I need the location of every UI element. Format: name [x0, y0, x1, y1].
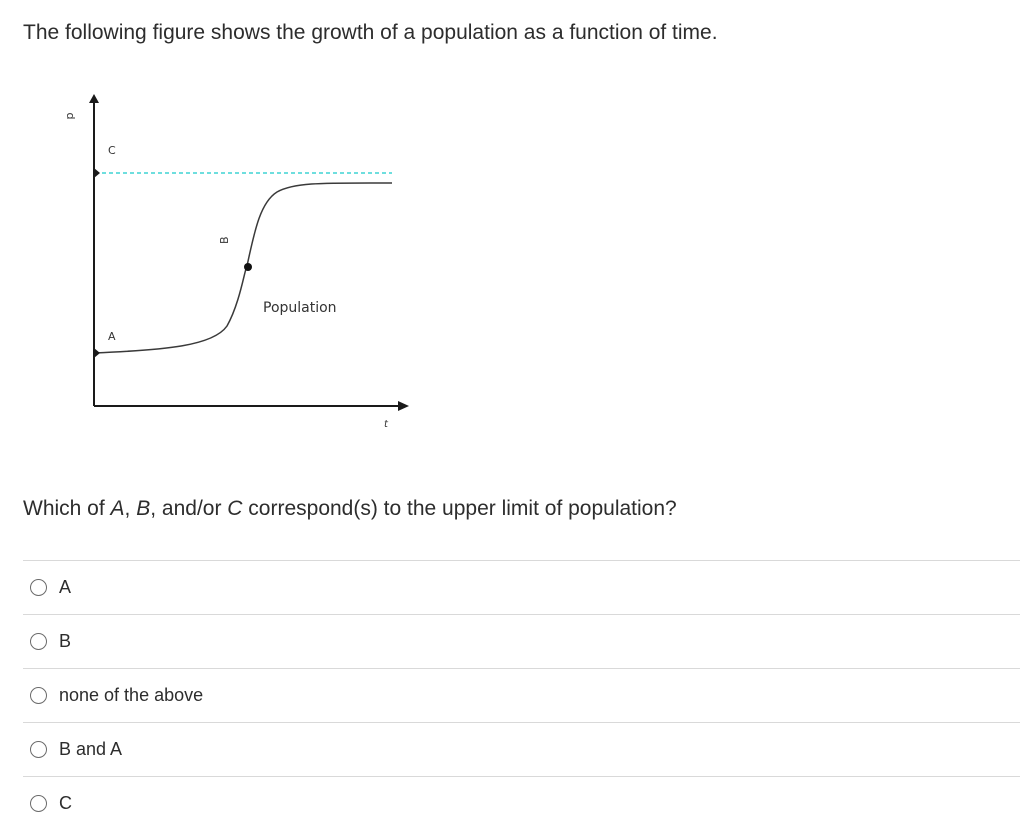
- option-label: C: [59, 793, 72, 813]
- radio-button[interactable]: [30, 741, 47, 758]
- answer-option-none[interactable]: [23, 668, 1020, 722]
- y-axis-arrow: [89, 94, 99, 103]
- answer-option-a[interactable]: [23, 560, 1020, 614]
- prompt-text-3: , and/or: [150, 497, 228, 520]
- curve-label: Population: [263, 300, 337, 316]
- y-axis-label: p: [63, 112, 76, 120]
- upper-limit-tick: [94, 168, 100, 178]
- population-figure: [55, 88, 425, 438]
- x-axis-arrow: [398, 401, 409, 411]
- option-label: B: [59, 631, 72, 651]
- inflection-point-b: [244, 263, 252, 271]
- x-axis-label: t: [384, 419, 388, 430]
- answer-option-b[interactable]: [23, 614, 1020, 668]
- radio-button[interactable]: [30, 579, 47, 596]
- question-title: The following figure shows the growth of a population as a function of time.: [23, 21, 718, 44]
- answer-options: [23, 560, 1020, 830]
- answer-option-b-and-a[interactable]: [23, 722, 1020, 776]
- initial-population-tick: [94, 348, 100, 358]
- point-label-a: A: [108, 330, 116, 343]
- prompt-var-a: A: [110, 497, 125, 520]
- prompt-text-1: Which of: [23, 497, 111, 520]
- point-label-c: C: [108, 144, 116, 157]
- option-label: none of the above: [59, 685, 204, 705]
- radio-button[interactable]: [30, 633, 47, 650]
- population-graph: [55, 88, 425, 438]
- answer-option-c[interactable]: [23, 776, 1020, 830]
- question-prompt: [23, 495, 677, 523]
- prompt-text-4: correspond(s) to the upper limit of population?: [242, 497, 677, 520]
- radio-button[interactable]: [30, 795, 47, 812]
- option-label: B and A: [59, 739, 123, 759]
- prompt-text-2: ,: [124, 497, 137, 520]
- point-label-b: B: [218, 236, 231, 244]
- prompt-var-c: C: [227, 497, 243, 520]
- option-label: A: [59, 577, 72, 597]
- prompt-var-b: B: [136, 497, 151, 520]
- population-curve: [94, 183, 392, 353]
- radio-button[interactable]: [30, 687, 47, 704]
